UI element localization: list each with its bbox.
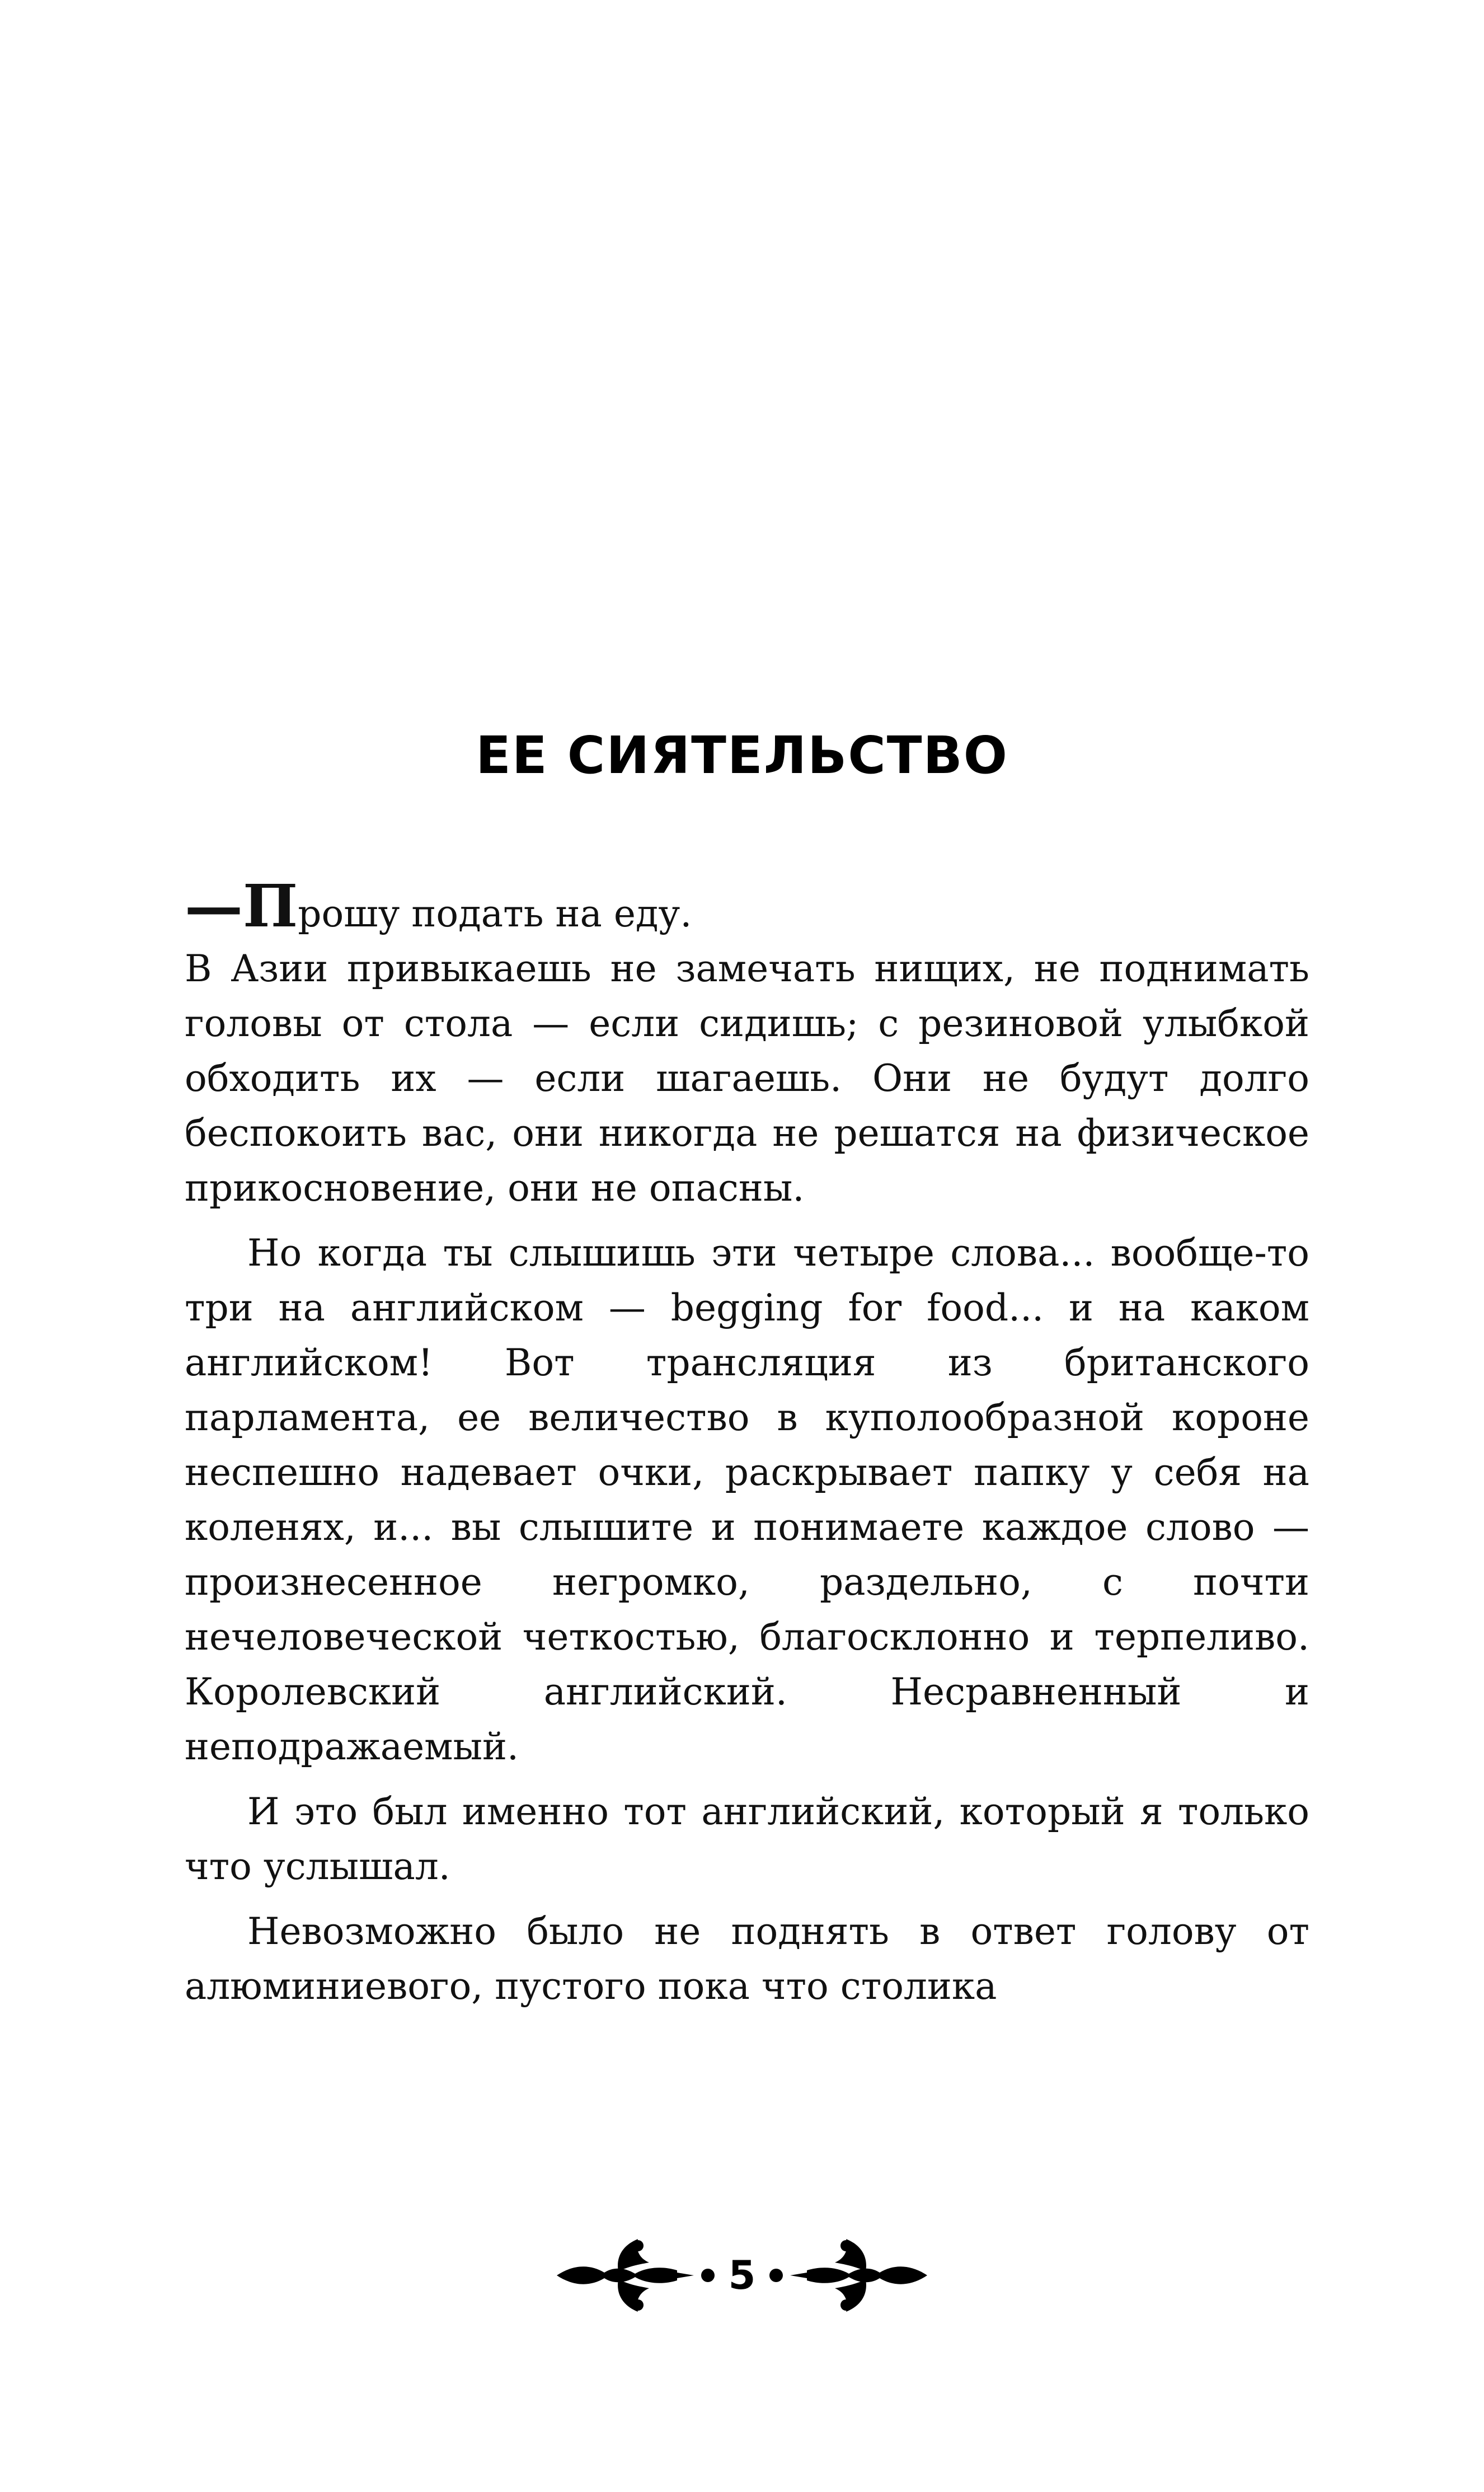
body-text [185, 872, 1309, 2014]
paragraph-4: И это был именно тот английский, который я только что услышал. [185, 1790, 1309, 1888]
paragraph-1-text: рошу подать на еду. [298, 892, 692, 935]
page-number: 5 [728, 2252, 756, 2298]
paragraph-2: В Азии привыкаешь не замечать нищих, не поднимать головы от стола — если сидишь; с резиновой улыбкой обходить их — если шагаешь. Они не будут долго беспокоить вас, они никогда не решатся на физическое прикосновение, они не опасны. [185, 947, 1309, 1210]
paragraph-1 [185, 872, 1309, 941]
fleuron-ornament-icon [551, 2233, 719, 2317]
page-footer [0, 2233, 1484, 2317]
paragraph-3: Но когда ты слышишь эти четыре слова... вообще-то три на английском — begging for food... и на каком английском! Вот трансляция из британского парламента, ее величество в куполообразной короне неспешно надевает очки, раскрывает папку у себя на коленях, и... вы слышите и понимаете каждое слово — произнесенное негромко, раздельно, с почти нечеловеческой четкостью, благосклонно и терпеливо. Королевский английский. Несравненный и неподражаемый. [185, 1231, 1309, 1768]
chapter-title: ЕЕ СИЯТЕЛЬСТВО [476, 725, 1008, 785]
drop-cap: —П [185, 872, 298, 940]
paragraph-5: Невозможно было не поднять в ответ голову от алюминиевого, пустого пока что столика [185, 1910, 1309, 2008]
fleuron-ornament-icon [765, 2233, 933, 2317]
